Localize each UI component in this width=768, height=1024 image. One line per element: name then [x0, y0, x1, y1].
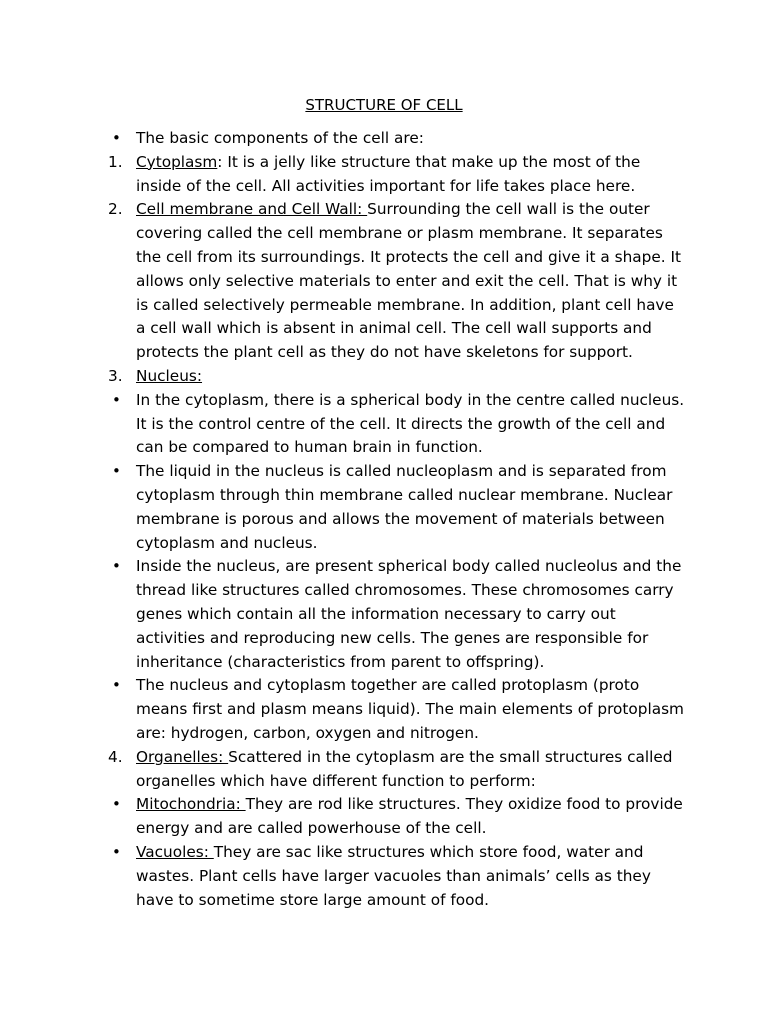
- item-text: Scattered in the cytoplasm are the small structures called organelles which have different function to perform:: [136, 747, 673, 790]
- content-list: [108, 127, 688, 912]
- bullet-marker: •: [112, 557, 121, 576]
- item-text: In the cytoplasm, there is a spherical body in the centre called nucleus. It is the control centre of the cell. It directs the growth of the cell and can be compared to human brain in function.: [136, 390, 685, 457]
- item-text: The basic components of the cell are:: [136, 129, 424, 147]
- number-marker: 2.: [108, 200, 123, 219]
- list-item: [108, 674, 688, 745]
- number-marker: 3.: [108, 366, 123, 385]
- bullet-marker: •: [112, 129, 121, 147]
- list-item: [108, 365, 688, 389]
- number-marker: 1.: [108, 152, 123, 171]
- item-text: They are sac like structures which store food, water and wastes. Plant cells have larger vacuoles than animals’ cells as they have to sometime store large amount of food.: [136, 842, 651, 909]
- list-item: [108, 389, 688, 460]
- list-item: [108, 841, 688, 912]
- list-item: [108, 555, 688, 674]
- item-text: : It is a jelly like structure that make up the most of the inside of the cell. All activities important for life takes place here.: [136, 152, 641, 195]
- item-heading: Vacuoles:: [136, 842, 214, 861]
- bullet-marker: •: [112, 462, 121, 481]
- item-heading: Cell membrane and Cell Wall:: [136, 200, 368, 219]
- list-item: [108, 746, 688, 794]
- bullet-marker: •: [112, 676, 121, 695]
- list-item: [108, 151, 688, 199]
- document-title: STRUCTURE OF CELL: [305, 96, 463, 114]
- bullet-marker: •: [112, 842, 121, 861]
- item-text: Inside the nucleus, are present spherical body called nucleolus and the thread like structures called chromosomes. These chromosomes carry genes which contain all the information necessary to carry out activities and reproducing new cells. The genes are responsible for inheritance (characteristics from parent to offspring).: [136, 557, 682, 671]
- list-item: [108, 460, 688, 555]
- item-heading: Mitochondria:: [136, 795, 246, 814]
- item-text: Surrounding the cell wall is the outer covering called the cell membrane or plasm membrane. It separates the cell from its surroundings. It protects the cell and give it a shape. It allows only selective materials to enter and exit the cell. That is why it is called selectively permeable membrane. In addition, plant cell have a cell wall which is absent in animal cell. The cell wall supports and protects the plant cell as they do not have skeletons for support.: [136, 200, 681, 362]
- number-marker: 4.: [108, 747, 123, 766]
- item-heading: Cytoplasm: [136, 152, 218, 171]
- item-text: The liquid in the nucleus is called nucleoplasm and is separated from cytoplasm through thin membrane called nuclear membrane. Nuclear membrane is porous and allows the movement of materials between cytoplasm and nucleus.: [136, 462, 673, 552]
- list-item: [108, 793, 688, 841]
- item-text: They are rod like structures. They oxidize food to provide energy and are called powerhouse of the cell.: [136, 795, 683, 838]
- item-heading: Organelles:: [136, 747, 229, 766]
- bullet-marker: •: [112, 795, 121, 814]
- list-item: [108, 198, 688, 365]
- list-item: [108, 127, 688, 151]
- item-heading: Nucleus:: [136, 366, 203, 385]
- item-text: The nucleus and cytoplasm together are called protoplasm (proto means first and plasm means liquid). The main elements of protoplasm are: hydrogen, carbon, oxygen and nitrogen.: [136, 676, 684, 742]
- bullet-marker: •: [112, 390, 121, 409]
